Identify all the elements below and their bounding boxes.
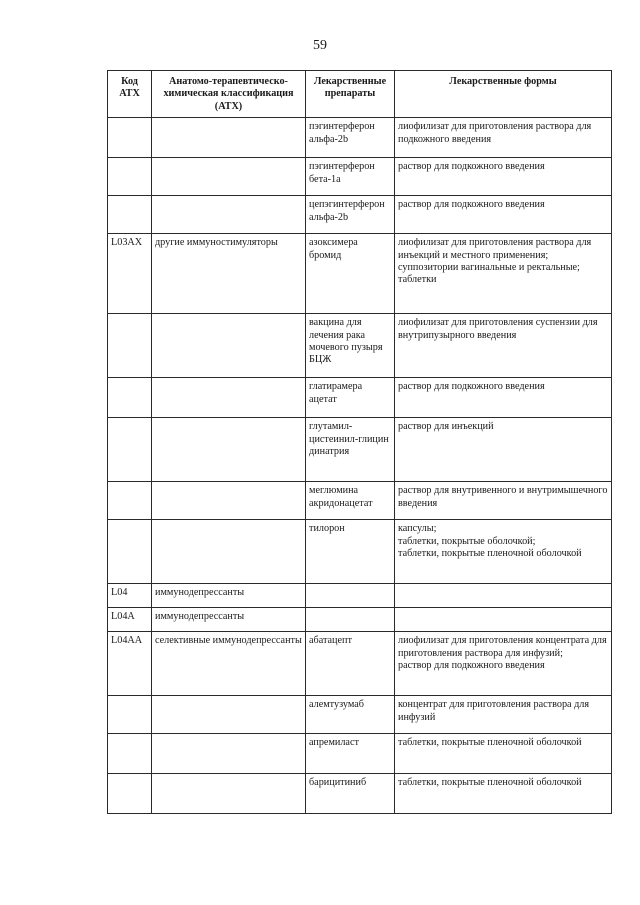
cell-drug: абатацепт xyxy=(306,632,395,696)
table-row xyxy=(108,696,612,734)
cell-code xyxy=(108,696,152,734)
cell-class xyxy=(152,696,306,734)
cell-code xyxy=(108,418,152,482)
form-item: раствор для подкожного введения xyxy=(398,161,545,173)
cell-drug: барицитиниб xyxy=(306,774,395,814)
cell-forms xyxy=(395,482,612,520)
cell-code: L03AX xyxy=(108,234,152,314)
cell-forms xyxy=(395,774,612,814)
form-item: раствор для подкожного введения xyxy=(398,660,545,672)
cell-class xyxy=(152,418,306,482)
cell-drug: апремиласт xyxy=(306,734,395,774)
table-row xyxy=(108,734,612,774)
cell-drug: пэгинтерферон альфа-2b xyxy=(306,118,395,158)
cell-drug: азоксимера бромид xyxy=(306,234,395,314)
form-item: таблетки, покрытые оболочкой; xyxy=(398,535,536,547)
cell-class xyxy=(152,520,306,584)
header-classification: Анатомо-терапевтическо-химическая классификация (АТХ) xyxy=(152,71,306,118)
table-row xyxy=(108,632,612,696)
form-item: раствор для инъекций xyxy=(398,421,494,433)
form-item: лиофилизат для приготовления раствора для инъекций и местного применения; xyxy=(398,237,592,261)
cell-class xyxy=(152,734,306,774)
form-item: раствор для подкожного введения xyxy=(398,381,545,393)
form-item: раствор для внутривенного и внутримышечного введения xyxy=(398,485,608,509)
cell-forms xyxy=(395,378,612,418)
cell-class xyxy=(152,378,306,418)
table-row xyxy=(108,158,612,196)
cell-code xyxy=(108,378,152,418)
table-row xyxy=(108,378,612,418)
cell-code xyxy=(108,520,152,584)
cell-code xyxy=(108,118,152,158)
page-number: 59 xyxy=(313,38,327,53)
cell-drug xyxy=(306,608,395,632)
table-row xyxy=(108,520,612,584)
form-item: таблетки, покрытые пленочной оболочкой xyxy=(398,548,582,560)
header-forms: Лекарственные формы xyxy=(395,71,612,118)
form-item: таблетки xyxy=(398,274,437,286)
header-code: Код АТХ xyxy=(108,71,152,118)
form-item: лиофилизат для приготовления концентрата для приготовления раствора для инфузий; xyxy=(398,635,607,659)
form-item: концентрат для приготовления раствора для инфузий xyxy=(398,699,590,723)
cell-forms xyxy=(395,584,612,608)
cell-forms xyxy=(395,314,612,378)
cell-forms xyxy=(395,118,612,158)
cell-class: иммунодепрессанты xyxy=(152,584,306,608)
form-item: лиофилизат для приготовления суспензии для внутрипузырного введения xyxy=(398,317,598,341)
cell-forms xyxy=(395,158,612,196)
cell-drug xyxy=(306,584,395,608)
cell-code xyxy=(108,774,152,814)
form-item: капсулы; xyxy=(398,523,437,535)
cell-forms xyxy=(395,418,612,482)
cell-drug: цепэгинтерферон альфа-2b xyxy=(306,196,395,234)
cell-forms xyxy=(395,608,612,632)
atx-table xyxy=(107,70,612,814)
cell-class xyxy=(152,314,306,378)
cell-code xyxy=(108,734,152,774)
table-row xyxy=(108,196,612,234)
form-item: раствор для подкожного введения xyxy=(398,199,545,211)
cell-class xyxy=(152,158,306,196)
cell-forms xyxy=(395,632,612,696)
cell-drug: пэгинтерферон бета-1a xyxy=(306,158,395,196)
cell-drug: глутамил-цистеинил-глицин динатрия xyxy=(306,418,395,482)
cell-drug: глатирамера ацетат xyxy=(306,378,395,418)
table-row xyxy=(108,314,612,378)
cell-class: другие иммуностимуляторы xyxy=(152,234,306,314)
cell-code: L04A xyxy=(108,608,152,632)
cell-forms xyxy=(395,234,612,314)
cell-code xyxy=(108,158,152,196)
cell-drug: тилорон xyxy=(306,520,395,584)
cell-forms xyxy=(395,734,612,774)
cell-forms xyxy=(395,520,612,584)
cell-forms xyxy=(395,196,612,234)
cell-drug: вакцина для лечения рака мочевого пузыря БЦЖ xyxy=(306,314,395,378)
cell-code: L04 xyxy=(108,584,152,608)
cell-class xyxy=(152,482,306,520)
table-row xyxy=(108,418,612,482)
cell-class xyxy=(152,196,306,234)
cell-code xyxy=(108,482,152,520)
cell-code: L04AA xyxy=(108,632,152,696)
table-row xyxy=(108,234,612,314)
table-row xyxy=(108,774,612,814)
cell-class: иммунодепрессанты xyxy=(152,608,306,632)
table-row xyxy=(108,118,612,158)
cell-class: селективные иммунодепрессанты xyxy=(152,632,306,696)
header-drugs: Лекарственные препараты xyxy=(306,71,395,118)
form-item: суппозитории вагинальные и ректальные; xyxy=(398,262,580,274)
cell-drug: меглюмина акридонацетат xyxy=(306,482,395,520)
cell-code xyxy=(108,314,152,378)
cell-code xyxy=(108,196,152,234)
table-row xyxy=(108,584,612,608)
cell-drug: алемтузумаб xyxy=(306,696,395,734)
form-item: таблетки, покрытые пленочной оболочкой xyxy=(398,737,582,749)
cell-class xyxy=(152,118,306,158)
table-row xyxy=(108,608,612,632)
table-header-row xyxy=(108,71,612,118)
cell-class xyxy=(152,774,306,814)
table-row xyxy=(108,482,612,520)
form-item: таблетки, покрытые пленочной оболочкой xyxy=(398,777,582,789)
cell-forms xyxy=(395,696,612,734)
form-item: лиофилизат для приготовления раствора для подкожного введения xyxy=(398,121,592,145)
